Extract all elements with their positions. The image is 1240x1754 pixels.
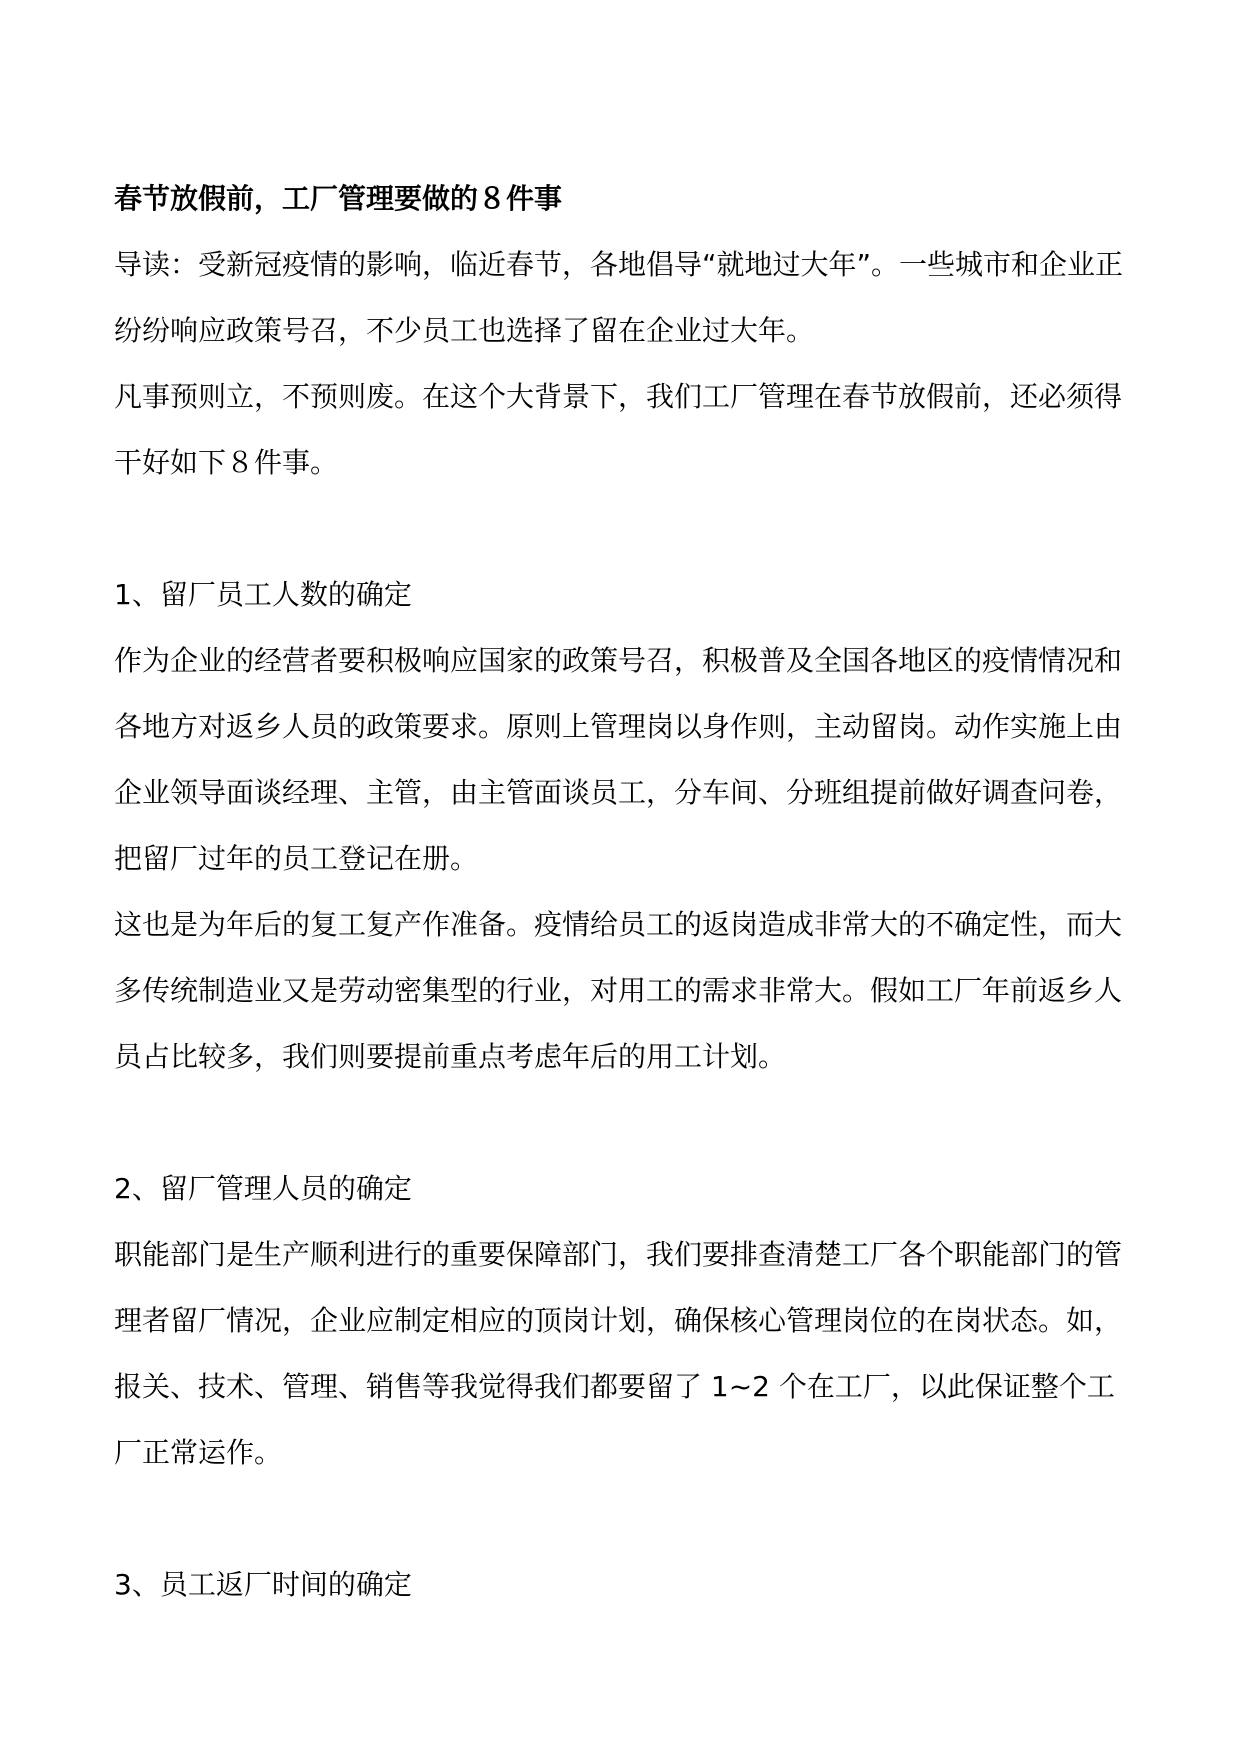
section-spacer: [114, 1486, 1134, 1552]
intro-paragraph-2: 凡事预则立，不预则废。在这个大背景下，我们工厂管理在春节放假前，还必须得干好如下８件事。: [114, 380, 1123, 479]
intro-paragraph-1: 导读：受新冠疫情的影响，临近春节，各地倡导“就地过大年”。一些城市和企业正纷纷响应政策号召，不少员工也选择了留在企业过大年。: [114, 248, 1124, 347]
document-page: [114, 166, 1134, 1618]
section-1-heading: 1、留厂员工人数的确定: [114, 578, 412, 611]
document-title: 春节放假前，工厂管理要做的８件事: [114, 182, 563, 215]
section-2-paragraph-1: 职能部门是生产顺利进行的重要保障部门，我们要排查清楚工厂各个职能部门的管理者留厂情况，企业应制定相应的顶岗计划，确保核心管理岗位的在岗状态。如，报关、技术、管理、销售等我觉得我们都要留了 1~2 个在工厂，以此保证整个工厂正常运作。: [114, 1238, 1123, 1469]
section-1-paragraph-2: 这也是为年后的复工复产作准备。疫情给员工的返岗造成非常大的不确定性，而大多传统制造业又是劳动密集型的行业，对用工的需求非常大。假如工厂年前返乡人员占比较多，我们则要提前重点考虑年后的用工计划。: [114, 908, 1123, 1073]
section-spacer: [114, 496, 1134, 562]
section-spacer: [114, 1090, 1134, 1156]
section-2-heading: 2、留厂管理人员的确定: [114, 1172, 412, 1205]
section-3-heading: 3、员工返厂时间的确定: [114, 1568, 412, 1601]
section-1-paragraph-1: 作为企业的经营者要积极响应国家的政策号召，积极普及全国各地区的疫情情况和各地方对返乡人员的政策要求。原则上管理岗以身作则，主动留岗。动作实施上由企业领导面谈经理、主管，由主管面谈员工，分车间、分班组提前做好调查问卷，把留厂过年的员工登记在册。: [114, 644, 1123, 875]
